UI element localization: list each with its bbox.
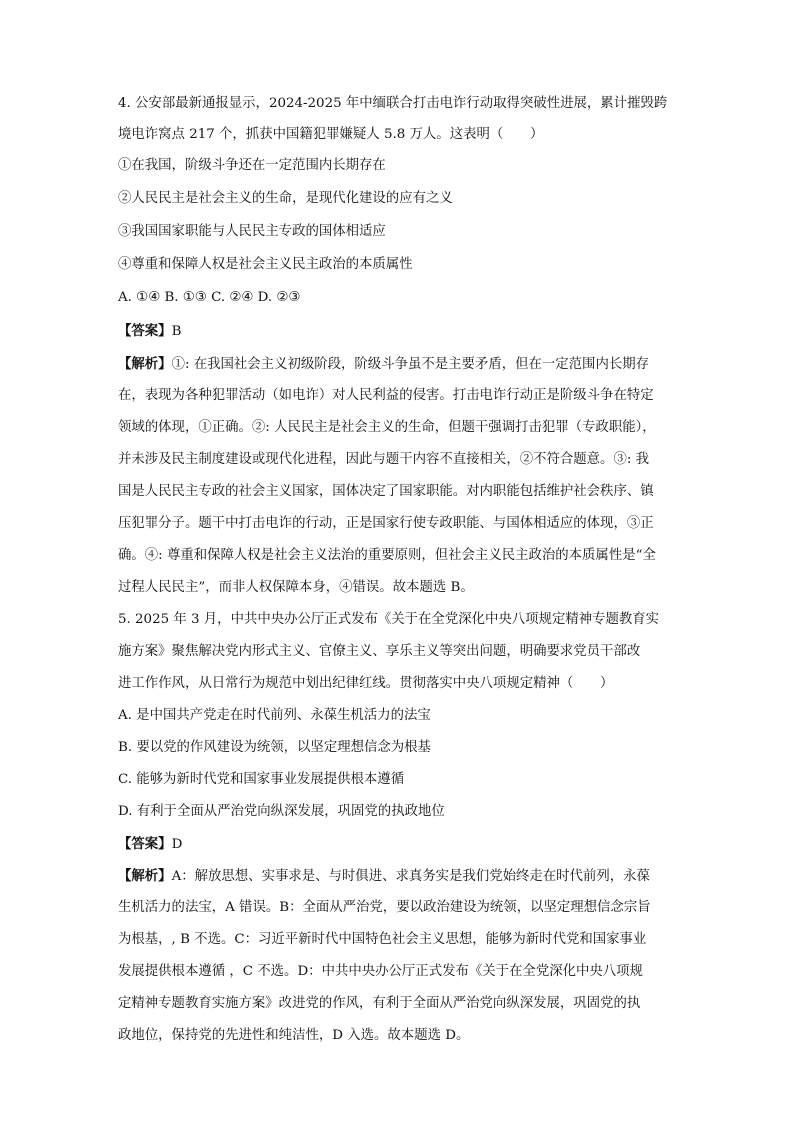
question-4-statement-1: ①在我国，阶级斗争还在一定范围内长期存在: [118, 158, 386, 173]
question-4-statement-4: ④尊重和保障人权是社会主义民主政治的本质属性: [118, 257, 413, 272]
question-4-statement-3: ③我国国家职能与人民民主专政的国体相适应: [118, 224, 386, 239]
question-5-option-d: D. 有利于全面从严治党向纵深发展，巩固党的执政地位: [118, 804, 445, 819]
answer-tag: 【答案】: [118, 323, 172, 339]
question-5-option-c: C. 能够为新时代党和国家事业发展提供根本遵循: [118, 772, 405, 787]
question-5-analysis-line-5: 定精神专题教育实施方案》改进党的作风，有利于全面从严治党向纵深发展，巩固党的执: [118, 996, 641, 1011]
question-5-stem-line-2: 施方案》聚焦解决党内形式主义、官僚主义、享乐主义等突出问题，明确要求党员干部改: [118, 644, 641, 659]
question-4-statement-2: ②人民民主是社会主义的生命，是现代化建设的应有之义: [118, 191, 453, 206]
question-4-choices: A. ①④ B. ①③ C. ②④ D. ②③: [118, 290, 301, 305]
question-4-answer: [118, 323, 680, 356]
analysis-tag: 【解析】: [118, 356, 172, 372]
question-4-analysis-line-8: 过程人民民主”，而非人权保障本身，④错误。故本题选 B。: [118, 580, 474, 595]
document-page: [118, 96, 680, 1060]
question-5-analysis-line-2: 生机活力的法宝，A 错误。B：全面从严治党，要以政治建设为统领，以坚定理想信念宗旨: [118, 900, 651, 915]
question-5-analysis-line-6: 政地位，保持党的先进性和纯洁性，D 入选。故本题选 D。: [118, 1028, 470, 1043]
question-5-option-a: A. 是中国共产党走在时代前列、永葆生机活力的法宝: [118, 708, 431, 723]
question-5-answer: [118, 836, 680, 868]
question-4-stem-line-1: 4. 公安部最新通报显示，2024-2025 年中缅联合打击电诈行动取得突破性进展，累计摧毁跨: [118, 96, 668, 111]
question-4-analysis-line-2: 在，表现为各种犯罪活动（如电诈）对人民利益的侵害。打击电诈行动正是阶级斗争在特定: [118, 388, 654, 403]
question-4-analysis-line-5: 国是人民民主专政的社会主义国家，国体决定了国家职能。对内职能包括维护社会秩序、镇: [118, 484, 654, 499]
answer-value: B: [171, 324, 182, 339]
question-4-analysis-line-3: 领域的体现，①正确。②: 人民民主是社会主义的生命，但题干强调打击犯罪（专政职能），: [118, 420, 656, 435]
question-5-analysis-line-4: 发展提供根本遵循 ，C 不选。D：中共中央办公厅正式发布《关于在全党深化中央八项规: [118, 964, 643, 979]
answer-tag: 【答案】: [118, 836, 172, 852]
answer-value: D: [171, 837, 183, 852]
question-5-analysis-line-3: 为根基，, B 不选。C：习近平新时代中国特色社会主义思想，能够为新时代党和国家事业: [118, 932, 647, 947]
question-4-analysis-line-1: [118, 356, 680, 388]
question-4-analysis-line-4: 并未涉及民主制度建设或现代化进程，因此与题干内容不直接相关，②不符合题意。③: 我: [118, 452, 649, 467]
analysis-text: ①: 在我国社会主义初级阶段，阶级斗争虽不是主要矛盾，但在一定范围内长期存: [171, 357, 649, 372]
question-5-stem-line-1: 5. 2025 年 3 月，中共中央办公厅正式发布《关于在全党深化中央八项规定精神专题教育实: [118, 612, 660, 627]
question-4-stem-line-2: 境电诈窝点 217 个，抓获中国籍犯罪嫌疑人 5.8 万人。这表明（ ）: [118, 127, 544, 142]
analysis-text: A：解放思想、实事求是、与时俱进、求真务实是我们党始终走在时代前列，永葆: [171, 869, 650, 884]
question-5: [118, 612, 680, 1060]
question-5-stem-line-3: 进工作作风，从日常行为规范中划出纪律红线。贯彻落实中央八项规定精神（ ）: [118, 676, 614, 691]
question-5-analysis-line-1: [118, 868, 680, 900]
analysis-tag: 【解析】: [118, 868, 172, 884]
question-5-option-b: B. 要以党的作风建设为统领，以坚定理想信念为根基: [118, 740, 431, 755]
question-4: [118, 96, 680, 612]
question-4-analysis-line-6: 压犯罪分子。题干中打击电诈的行动，正是国家行使专政职能、与国体相适应的体现，③正: [118, 516, 654, 531]
question-4-analysis-line-7: 确。④: 尊重和保障人权是社会主义法治的重要原则，但社会主义民主政治的本质属性是“全: [118, 548, 656, 563]
